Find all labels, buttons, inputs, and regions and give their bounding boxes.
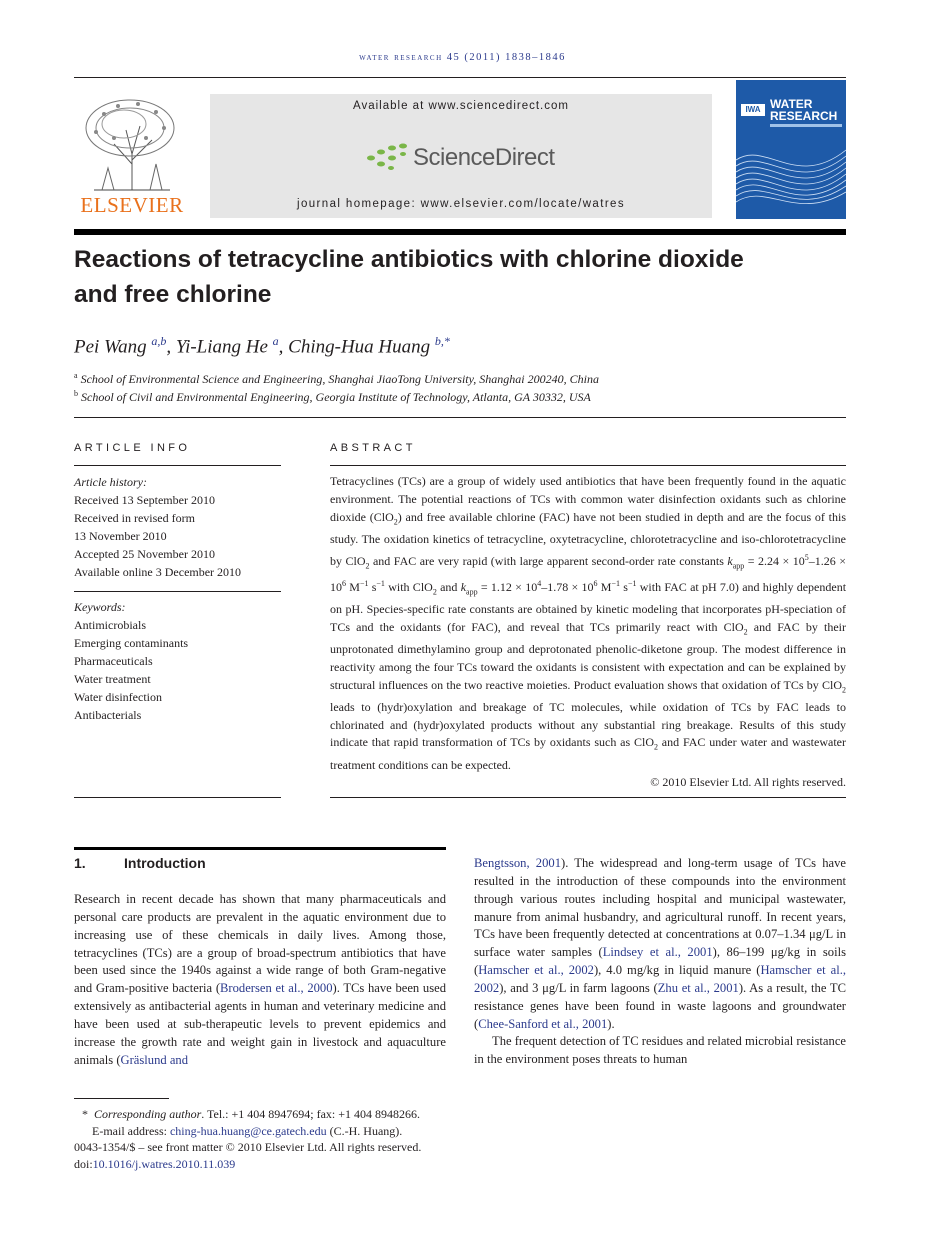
email-link[interactable]: ching-hua.huang@ce.gatech.edu <box>169 1123 327 1138</box>
citation-link[interactable]: Hamscher et al., 2002 <box>478 963 594 978</box>
author-name: Yi-Liang He <box>175 336 268 358</box>
author-affiliation-mark[interactable]: b,* <box>434 334 450 348</box>
elsevier-logo <box>74 94 190 218</box>
journal-homepage[interactable]: journal homepage: www.elsevier.com/locate/watres <box>297 198 625 210</box>
abstract-rule <box>330 465 846 466</box>
abstract-end-rule <box>330 797 846 798</box>
history-label: Article history: <box>74 475 147 489</box>
keywords <box>74 598 281 724</box>
keywords-label: Keywords: <box>74 600 126 614</box>
title-line-2: and free chlorine <box>74 281 272 308</box>
author-name: Ching-Hua Huang <box>288 336 431 358</box>
footnote-rule <box>74 1098 169 1099</box>
header-rule <box>74 77 846 78</box>
author-list: Pei Wang $^{a,b}$, Yi-Liang He $^a$, Ching-Hua Huang $^{b,*}$ <box>74 334 450 358</box>
history-item: 13 November 2010 <box>74 529 167 543</box>
iwa-logo: IWA <box>741 104 765 116</box>
citation-link[interactable]: Lindsey et al., 2001 <box>602 945 713 960</box>
author-affiliation-mark[interactable]: a,b <box>151 334 167 348</box>
sciencedirect-logo[interactable] <box>365 138 565 178</box>
copyright-line: © 2010 Elsevier Ltd. All rights reserved. <box>650 775 846 790</box>
sciencedirect-wordmark: ScienceDirect <box>413 144 555 171</box>
section-title: Introduction <box>124 855 206 871</box>
email-label: E-mail address: <box>92 1123 170 1138</box>
cover-wave-graphic <box>736 130 846 219</box>
elsevier-tree-icon <box>74 94 190 192</box>
keywords-rule <box>74 797 281 798</box>
front-matter: 0043-1354/$ – see front matter © 2010 Elsevier Ltd. All rights reserved. <box>74 1140 422 1155</box>
intro-paragraph-left: Research in recent decade has shown that many pharmaceuticals and personal care products are prevalent in the aquatic environment due to increasing use of these chemicals in daily lives. Among those, tetracyclines (TCs) are a group of broad-spectrum antibiotics that have been used since the 1940s against a wide range of both Gram-negative and Gram-positive bacteria (Brodersen et al., 2000). TCs have been used extensively as antibacterial agents in human and veterinary medicine and have been used at sub-therapeutic levels to prevent epidemics and increase the growth rate and weight gain in livestock and aquaculture animals (Gräslund and <box>74 892 446 1067</box>
intro-paragraph-right: Bengtsson, 2001). The widespread and long-term usage of TCs have resulted in the introduction of these compounds into the environment through various routes including hospital and municipal wastewater, manure from animal husbandry, and agricultural runoff. In recent years, TCs have been frequently detected at concentrations at 0.07–1.34 μg/L in surface water samples (Lindsey et al., 2001), 86–199 μg/kg in soils (Hamscher et al., 2002), 4.0 mg/kg in liquid manure (Hamscher et al., 2002), and 3 μg/L in farm lagoons (Zhu et al., 2001). As a result, the TC resistance genes have been found in waste lagoons and groundwater (Chee-Sanford et al., 2001). The frequent detection of TC residues and related microbial resistance in the environment poses threats to human <box>474 856 847 1067</box>
abstract-heading: ABSTRACT <box>330 442 416 454</box>
footnote: * Corresponding author. Tel.: +1 404 8947694; fax: +1 404 8948266. E-mail address: ching-hua.huang@ce.gatech.edu (C.-H. Huang). 0043-1354/$ – see front matter © 2010 Elsevier Ltd. All rights reserved. doi:10.1016/j.watres.2010.11.039 <box>74 1107 422 1171</box>
cover-title-line2: RESEARCH <box>770 109 838 123</box>
article-info-rule <box>74 465 281 466</box>
citation-link[interactable]: Bengtsson, 2001 <box>474 856 561 870</box>
citation-link[interactable]: Hamscher et al., 2002 <box>474 963 846 995</box>
citation-link[interactable]: Gräslund and <box>120 1052 189 1067</box>
affiliation <box>74 371 599 387</box>
history-item: Accepted 25 November 2010 <box>74 547 215 561</box>
keyword: Antimicrobials <box>74 618 146 632</box>
running-head: water research 45 (2011) 1838–1846 <box>359 52 566 63</box>
elsevier-wordmark: ELSEVIER <box>80 193 184 217</box>
introduction-heading <box>74 855 206 871</box>
corresponding-label: Corresponding author <box>94 1107 202 1121</box>
available-at-text: Available at www.sciencedirect.com <box>353 100 569 112</box>
doi-link[interactable]: 10.1016/j.watres.2010.11.039 <box>92 1156 236 1171</box>
journal-cover <box>736 80 846 219</box>
keyword: Water treatment <box>74 672 151 686</box>
keyword: Pharmaceuticals <box>74 654 153 668</box>
cover-title-line1: WATER <box>770 97 813 111</box>
article-title <box>74 242 846 312</box>
doi-label: doi: <box>74 1156 93 1171</box>
section-number: 1. <box>74 855 86 871</box>
affiliation <box>74 389 591 405</box>
keyword: Antibacterials <box>74 708 142 722</box>
contact-info: . Tel.: +1 404 8947694; fax: +1 404 8948266. <box>201 1107 421 1121</box>
intro-rule <box>74 847 446 850</box>
sciencedirect-banner <box>210 94 712 218</box>
email-name: (C.-H. Huang). <box>326 1123 403 1138</box>
citation-link[interactable]: Chee-Sanford et al., 2001 <box>478 1016 608 1031</box>
affiliation-mark: b <box>74 389 78 398</box>
title-line-1: Reactions of tetracycline antibiotics with chlorine dioxide <box>74 246 744 273</box>
sciencedirect-dots-icon <box>365 142 411 176</box>
affiliation-mark: a <box>74 371 78 380</box>
cover-title <box>770 98 837 122</box>
affiliation-rule <box>74 417 846 418</box>
keyword: Emerging contaminants <box>74 636 189 650</box>
history-item: Received in revised form <box>74 511 195 525</box>
affiliation-text: School of Environmental Science and Engineering, Shanghai JiaoTong University, Shanghai 200240, China <box>80 372 599 386</box>
abstract-body: Tetracyclines (TCs) are a group of widely used antibiotics that have been frequently found in the aquatic environment. The potential reactions of TCs with common water disinfection oxidants such as chlorine dioxide (ClO$_2$) and free available chlorine (FAC) have not been studied in depth and are the focus of this study. The oxidation kinetics of tetracycline, oxytetracycline, chlorotetracycline and iso-chlorotetracycline by ClO$_2$ and FAC are very rapid (with large apparent second-order rate constants $k_{app} = 2.24 \times 10^5-1.26 \times 10^6$ $M^{-1}$ $s^{-1}$ with ClO$_2$ and $k_{app} = 1.12 \times 10^4-1.78 \times 10^6$ $M^{-1}$ $s^{-1}$ with FAC at pH 7.0) and highly dependent on pH. Species-specific rate constants are obtained by kinetic modeling that incorporates pH-speciation of TCs and the oxidants (for FAC), and reveal that TCs primarily react with ClO$_2$ and FAC by their unprotonated dimethylamino group and deprotonated phenolic-diketone group. The modest difference in reactivity among the four TCs toward the oxidants is consistent with expectation and can be explained by structural influences on the two reactive moieties. Product evaluation shows that oxidation of TCs by ClO$_2$ leads to (hydr)oxylation and breakage of TC molecules, while oxidation of TCs by FAC leads to chlorinated and (hydr)oxylated products without any substantial ring breakage. Results of this study indicate that rapid transformation of TCs by oxidants such as ClO$_2$ and FAC under water and wastewater treatment conditions can be expected. © 2010 Elsevier Ltd. All rights reserved. <box>330 473 846 792</box>
history-item: Received 13 September 2010 <box>74 493 215 507</box>
author-affiliation-mark[interactable]: a <box>272 334 279 348</box>
cover-subtitle-bar <box>770 124 842 127</box>
citation-link[interactable]: Brodersen et al., 2000 <box>220 981 333 996</box>
keyword: Water disinfection <box>74 690 163 704</box>
history-item: Available online 3 December 2010 <box>74 565 242 579</box>
citation-link[interactable]: Zhu et al., 2001 <box>657 980 739 995</box>
affiliation-text: School of Civil and Environmental Engineering, Georgia Institute of Technology, Atlanta, GA 30332, USA <box>81 390 591 404</box>
article-history <box>74 473 281 581</box>
article-info-heading: ARTICLE INFO <box>74 442 191 454</box>
author-name: Pei Wang <box>74 336 147 358</box>
title-rule <box>74 229 846 235</box>
history-rule <box>74 591 281 592</box>
